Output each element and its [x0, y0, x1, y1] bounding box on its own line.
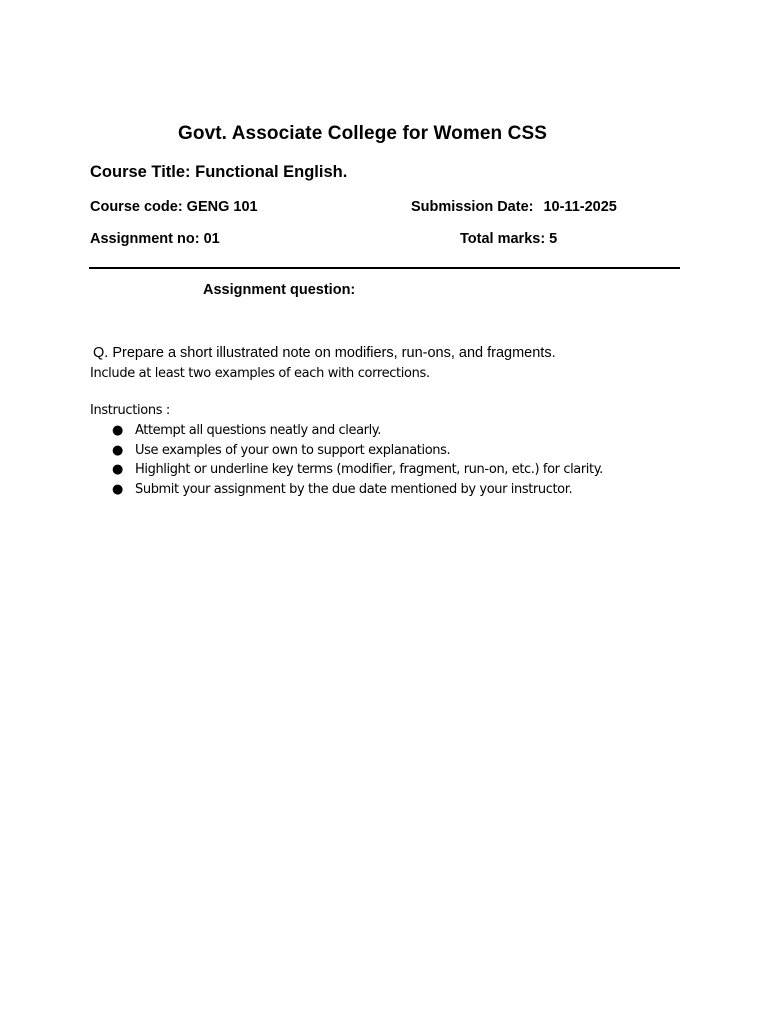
bullet-icon: ● — [112, 482, 123, 498]
instruction-text: Submit your assignment by the due date mentioned by your instructor. — [135, 482, 573, 498]
bullet-icon: ● — [112, 423, 123, 438]
college-title: Govt. Associate College for Women CSS — [178, 123, 547, 144]
instruction-text: Attempt all questions neatly and clearly. — [135, 423, 381, 438]
instruction-text: Use examples of your own to support explanations. — [135, 442, 451, 458]
instructions-heading: Instructions : — [90, 403, 170, 418]
question-subtext: Include at least two examples of each with corrections. — [90, 366, 430, 381]
question-heading: Assignment question: — [203, 282, 356, 298]
header-divider — [89, 267, 680, 269]
submission-date-value: 10-11-2025 — [543, 199, 617, 215]
instruction-text: Highlight or underline key terms (modifier, fragment, run-on, etc.) for clarity. — [135, 462, 603, 478]
submission-date-row — [411, 199, 617, 215]
total-marks: Total marks: 5 — [460, 231, 558, 247]
assignment-number: Assignment no: 01 — [90, 231, 220, 247]
bullet-icon: ● — [112, 442, 123, 458]
course-code: Course code: GENG 101 — [90, 199, 258, 215]
submission-date-label: Submission Date: — [411, 199, 534, 215]
course-title: Course Title: Functional English. — [90, 163, 348, 181]
bullet-icon: ● — [112, 462, 123, 478]
question-text: Q. Prepare a short illustrated note on modifiers, run-ons, and fragments. — [93, 345, 556, 361]
